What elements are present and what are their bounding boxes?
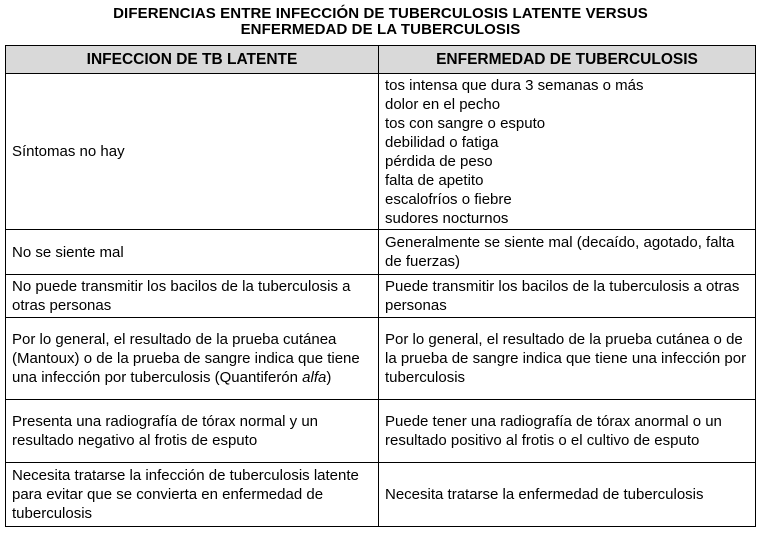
- symptom-item: tos intensa que dura 3 semanas o más: [385, 76, 644, 94]
- table-row: [6, 400, 756, 463]
- symptom-item: debilidad o fatiga: [385, 133, 499, 151]
- row2-right: Generalmente se siente mal (decaído, agotado, falta de fuerzas): [379, 230, 756, 275]
- row2-left: No se siente mal: [6, 230, 379, 275]
- table-row: [6, 463, 756, 527]
- header-tb-disease: ENFERMEDAD DE TUBERCULOSIS: [379, 46, 756, 74]
- comparison-table: [5, 45, 756, 527]
- table-row: [6, 230, 756, 275]
- row4-left-end: ): [326, 369, 332, 386]
- symptom-item: tos con sangre o esputo: [385, 114, 546, 132]
- row6-left: Necesita tratarse la infección de tuberculosis latente para evitar que se convierta en enfermedad de tuberculosis: [6, 463, 379, 527]
- symptom-item: pérdida de peso: [385, 152, 493, 170]
- table-header-row: [6, 46, 756, 74]
- table-row: [6, 74, 756, 230]
- row3-left: No puede transmitir los bacilos de la tuberculosis a otras personas: [6, 275, 379, 318]
- row1-right: [379, 74, 756, 230]
- row4-left-text: Por lo general, el resultado de la prueba cutánea (Mantoux) o de la prueba de sangre indica que tiene una infección por tuberculosis (Quantiferón: [12, 331, 360, 386]
- symptom-item: escalofríos o fiebre: [385, 190, 512, 208]
- symptom-item: sudores nocturnos: [385, 209, 509, 227]
- row3-right: Puede transmitir los bacilos de la tuberculosis a otras personas: [379, 275, 756, 318]
- row5-right: Puede tener una radiografía de tórax anormal o un resultado positivo al frotis o el cultivo de esputo: [379, 400, 756, 463]
- row4-left-italic: alfa: [302, 369, 327, 386]
- table-row: [6, 275, 756, 318]
- title-line-2: ENFERMEDAD DE LA TUBERCULOSIS: [240, 21, 521, 38]
- symptom-item: dolor en el pecho: [385, 95, 501, 113]
- row1-left: Síntomas no hay: [6, 74, 379, 230]
- title-line-1: DIFERENCIAS ENTRE INFECCIÓN DE TUBERCULOSIS LATENTE VERSUS: [113, 5, 648, 22]
- row5-left: Presenta una radiografía de tórax normal y un resultado negativo al frotis de esputo: [6, 400, 379, 463]
- table-row: [6, 318, 756, 400]
- row4-right: Por lo general, el resultado de la prueba cutánea o de la prueba de sangre indica que tiene una infección por tuberculosis: [379, 318, 756, 400]
- row6-right: Necesita tratarse la enfermedad de tuberculosis: [379, 463, 756, 527]
- symptom-item: falta de apetito: [385, 171, 484, 189]
- page-title: [0, 0, 761, 38]
- row4-left: [6, 318, 379, 400]
- header-latent-infection: INFECCION DE TB LATENTE: [6, 46, 379, 74]
